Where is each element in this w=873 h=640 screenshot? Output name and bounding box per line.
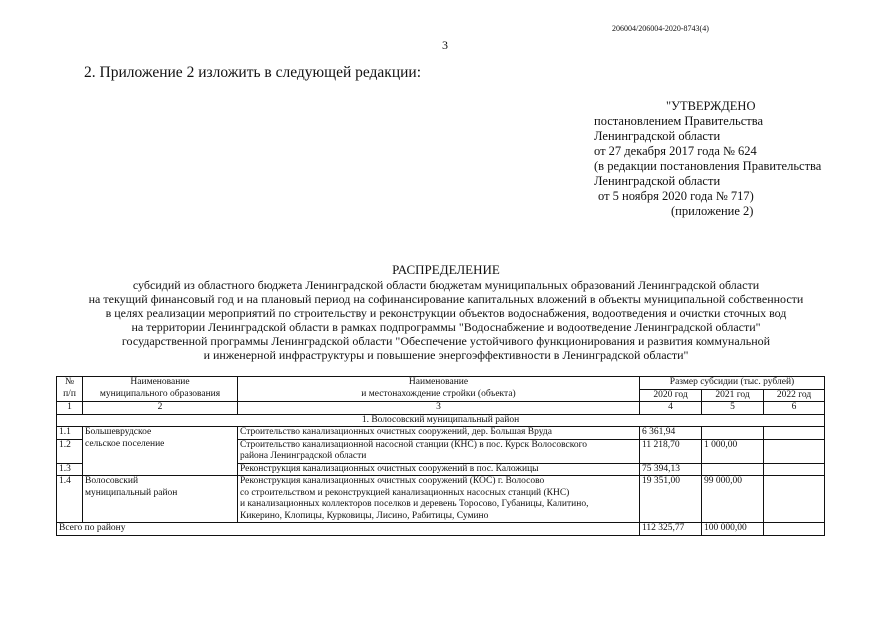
approval-line: от 27 декабря 2017 года № 624 <box>594 144 757 158</box>
total-2020: 112 325,77 <box>640 523 702 536</box>
row-num: 1.4 <box>57 476 83 523</box>
total-2021: 100 000,00 <box>702 523 764 536</box>
object-cell: Строительство канализационных очистных сооружений, дер. Большая Вруда <box>238 427 640 440</box>
value-2021 <box>702 463 764 476</box>
section-heading: 2. Приложение 2 изложить в следующей редакции: <box>84 64 422 81</box>
header-year: 2020 год <box>640 389 702 402</box>
row-num: 1.1 <box>57 427 83 440</box>
value-2021: 1 000,00 <box>702 439 764 463</box>
approval-line: "УТВЕРЖДЕНО <box>666 99 756 113</box>
value-2022 <box>764 427 825 440</box>
municipality-cell: Волосовский муниципальный район <box>83 476 238 523</box>
value-2020: 6 361,94 <box>640 427 702 440</box>
description-line: на территории Ленинградской области в рамках подпрограммы "Водоснабжение и водоотведение Ленинградской области" <box>131 320 761 334</box>
column-number: 2 <box>83 402 238 415</box>
column-number: 6 <box>764 402 825 415</box>
page-number: 3 <box>442 38 448 52</box>
table-row <box>57 427 825 440</box>
total-label: Всего по району <box>57 523 640 536</box>
total-2022 <box>764 523 825 536</box>
header-object: Наименование и местонахождение стройки (объекта) <box>238 377 640 402</box>
column-number: 5 <box>702 402 764 415</box>
description-line: субсидий из областного бюджета Ленинградской области бюджетам муниципальных образований Ленинградской области <box>132 278 760 292</box>
section-title: 1. Волосовский муниципальный район <box>57 414 825 427</box>
object-cell: Реконструкция канализационных очистных сооружений (КОС) г. Волосово со строительством и реконструкцией канализационных насосных станций (КНС) и канализационных коллекторов поселков и деревень Торосово, Губаницы, Калитино, Кикерино, Клопицы, Курковицы, Лисино, Рабитицы, Сумино <box>238 476 640 523</box>
value-2021: 99 000,00 <box>702 476 764 523</box>
header-municipality: Наименование муниципального образования <box>83 377 238 402</box>
header-year: 2022 год <box>764 389 825 402</box>
row-num: 1.2 <box>57 439 83 463</box>
document-id: 206004/206004-2020-8743(4) <box>612 24 709 33</box>
table-header-row <box>57 377 825 390</box>
table-row <box>57 476 825 523</box>
row-num: 1.3 <box>57 463 83 476</box>
description-line: в целях реализации мероприятий по строительству и реконструкции объектов водоснабжения, водоотведения и очистки сточных вод <box>105 306 787 320</box>
column-number-row <box>57 402 825 415</box>
approval-line: (в редакции постановления Правительства <box>594 159 822 173</box>
approval-line: Ленинградской области <box>594 174 721 188</box>
column-number: 4 <box>640 402 702 415</box>
value-2022 <box>764 439 825 463</box>
approval-line: Ленинградской области <box>594 129 721 143</box>
object-cell: Реконструкция канализационных очистных сооружений в пос. Каложицы <box>238 463 640 476</box>
value-2020: 75 394,13 <box>640 463 702 476</box>
approval-line: от 5 ноября 2020 года № 717) <box>598 189 754 203</box>
column-number: 1 <box>57 402 83 415</box>
approval-line: (приложение 2) <box>671 204 754 218</box>
description-line: и инженерной инфраструктуры и повышение энергоэффективности в Ленинградской области" <box>203 348 689 362</box>
description-line: на текущий финансовый год и на плановый период на софинансирование капитальных вложений в объекты муниципальной собственности <box>88 292 804 306</box>
header-subsidy: Размер субсидии (тыс. рублей) <box>640 377 825 390</box>
distribution-title: РАСПРЕДЕЛЕНИЕ <box>392 262 500 277</box>
total-row <box>57 523 825 536</box>
value-2021 <box>702 427 764 440</box>
object-cell: Строительство канализационной насосной станции (КНС) в пос. Курск Волосовского района Ленинградской области <box>238 439 640 463</box>
header-year: 2021 год <box>702 389 764 402</box>
column-number: 3 <box>238 402 640 415</box>
value-2022 <box>764 476 825 523</box>
municipality-cell: Большеврудское сельское поселение <box>83 427 238 476</box>
value-2020: 19 351,00 <box>640 476 702 523</box>
distribution-table <box>56 376 825 536</box>
value-2020: 11 218,70 <box>640 439 702 463</box>
description-line: государственной программы Ленинградской области "Обеспечение устойчивого функционирования и развития коммунальной <box>121 334 771 348</box>
value-2022 <box>764 463 825 476</box>
approval-line: постановлением Правительства <box>594 114 764 128</box>
header-num: № п/п <box>57 377 83 402</box>
section-row <box>57 414 825 427</box>
